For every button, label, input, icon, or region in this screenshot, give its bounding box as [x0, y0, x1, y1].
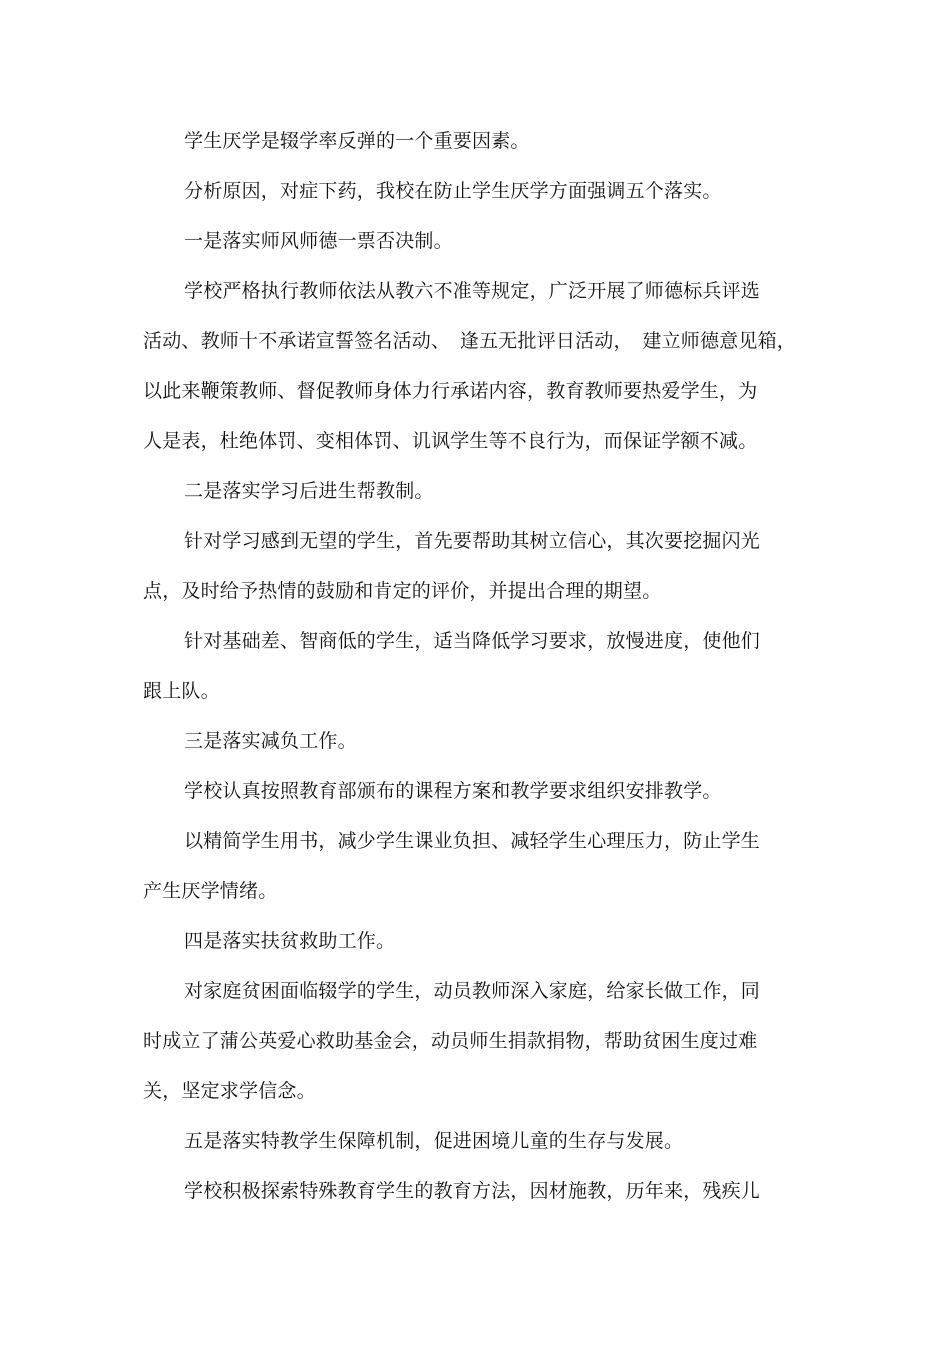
paragraph-line: 学生厌学是辍学率反弹的一个重要因素。	[184, 130, 530, 152]
paragraph-line: 学校认真按照教育部颁布的课程方案和教学要求组织安排教学。	[184, 780, 722, 802]
section-heading: 二是落实学习后进生帮教制。	[184, 480, 434, 502]
paragraph-line: 以此来鞭策教师、督促教师身体力行承诺内容，教育教师要热爱学生，为	[143, 380, 758, 402]
paragraph-line: 以精简学生用书，减少学生课业负担、减轻学生心理压力，防止学生	[184, 830, 761, 852]
paragraph-line: 学校严格执行教师依法从教六不准等规定，广泛开展了师德标兵评选	[184, 280, 761, 302]
paragraph-line: 跟上队。	[143, 680, 220, 702]
paragraph-line: 学校积极探索特殊教育学生的教育方法，因材施教，历年来，残疾儿	[184, 1180, 761, 1202]
paragraph-line: 点，及时给予热情的鼓励和肯定的评价，并提出合理的期望。	[143, 580, 662, 602]
section-heading: 一是落实师风师德一票否决制。	[184, 230, 453, 252]
section-heading: 四是落实扶贫救助工作。	[184, 930, 396, 952]
section-heading: 三是落实减负工作。	[184, 730, 357, 752]
paragraph-line: 分析原因，对症下药，我校在防止学生厌学方面强调五个落实。	[184, 180, 722, 202]
paragraph-line: 针对基础差、智商低的学生，适当降低学习要求，放慢进度，使他们	[184, 630, 761, 652]
paragraph-line: 对家庭贫困面临辍学的学生，动员教师深入家庭，给家长做工作，同	[184, 980, 761, 1002]
paragraph-line: 针对学习感到无望的学生，首先要帮助其树立信心，其次要挖掘闪光	[184, 530, 761, 552]
paragraph-line: 关，坚定求学信念。	[143, 1080, 316, 1102]
section-heading: 五是落实特教学生保障机制，促进困境儿童的生存与发展。	[184, 1130, 684, 1152]
paragraph-line: 活动、教师十不承诺宣誓签名活动、 逢五无批评日活动， 建立师德意见箱，	[143, 330, 797, 352]
paragraph-line: 时成立了蒲公英爱心救助基金会，动员师生捐款捐物，帮助贫困生度过难	[143, 1030, 758, 1052]
paragraph-line: 产生厌学情绪。	[143, 880, 278, 902]
paragraph-line: 人是表，杜绝体罚、变相体罚、讥讽学生等不良行为，而保证学额不减。	[143, 430, 758, 452]
